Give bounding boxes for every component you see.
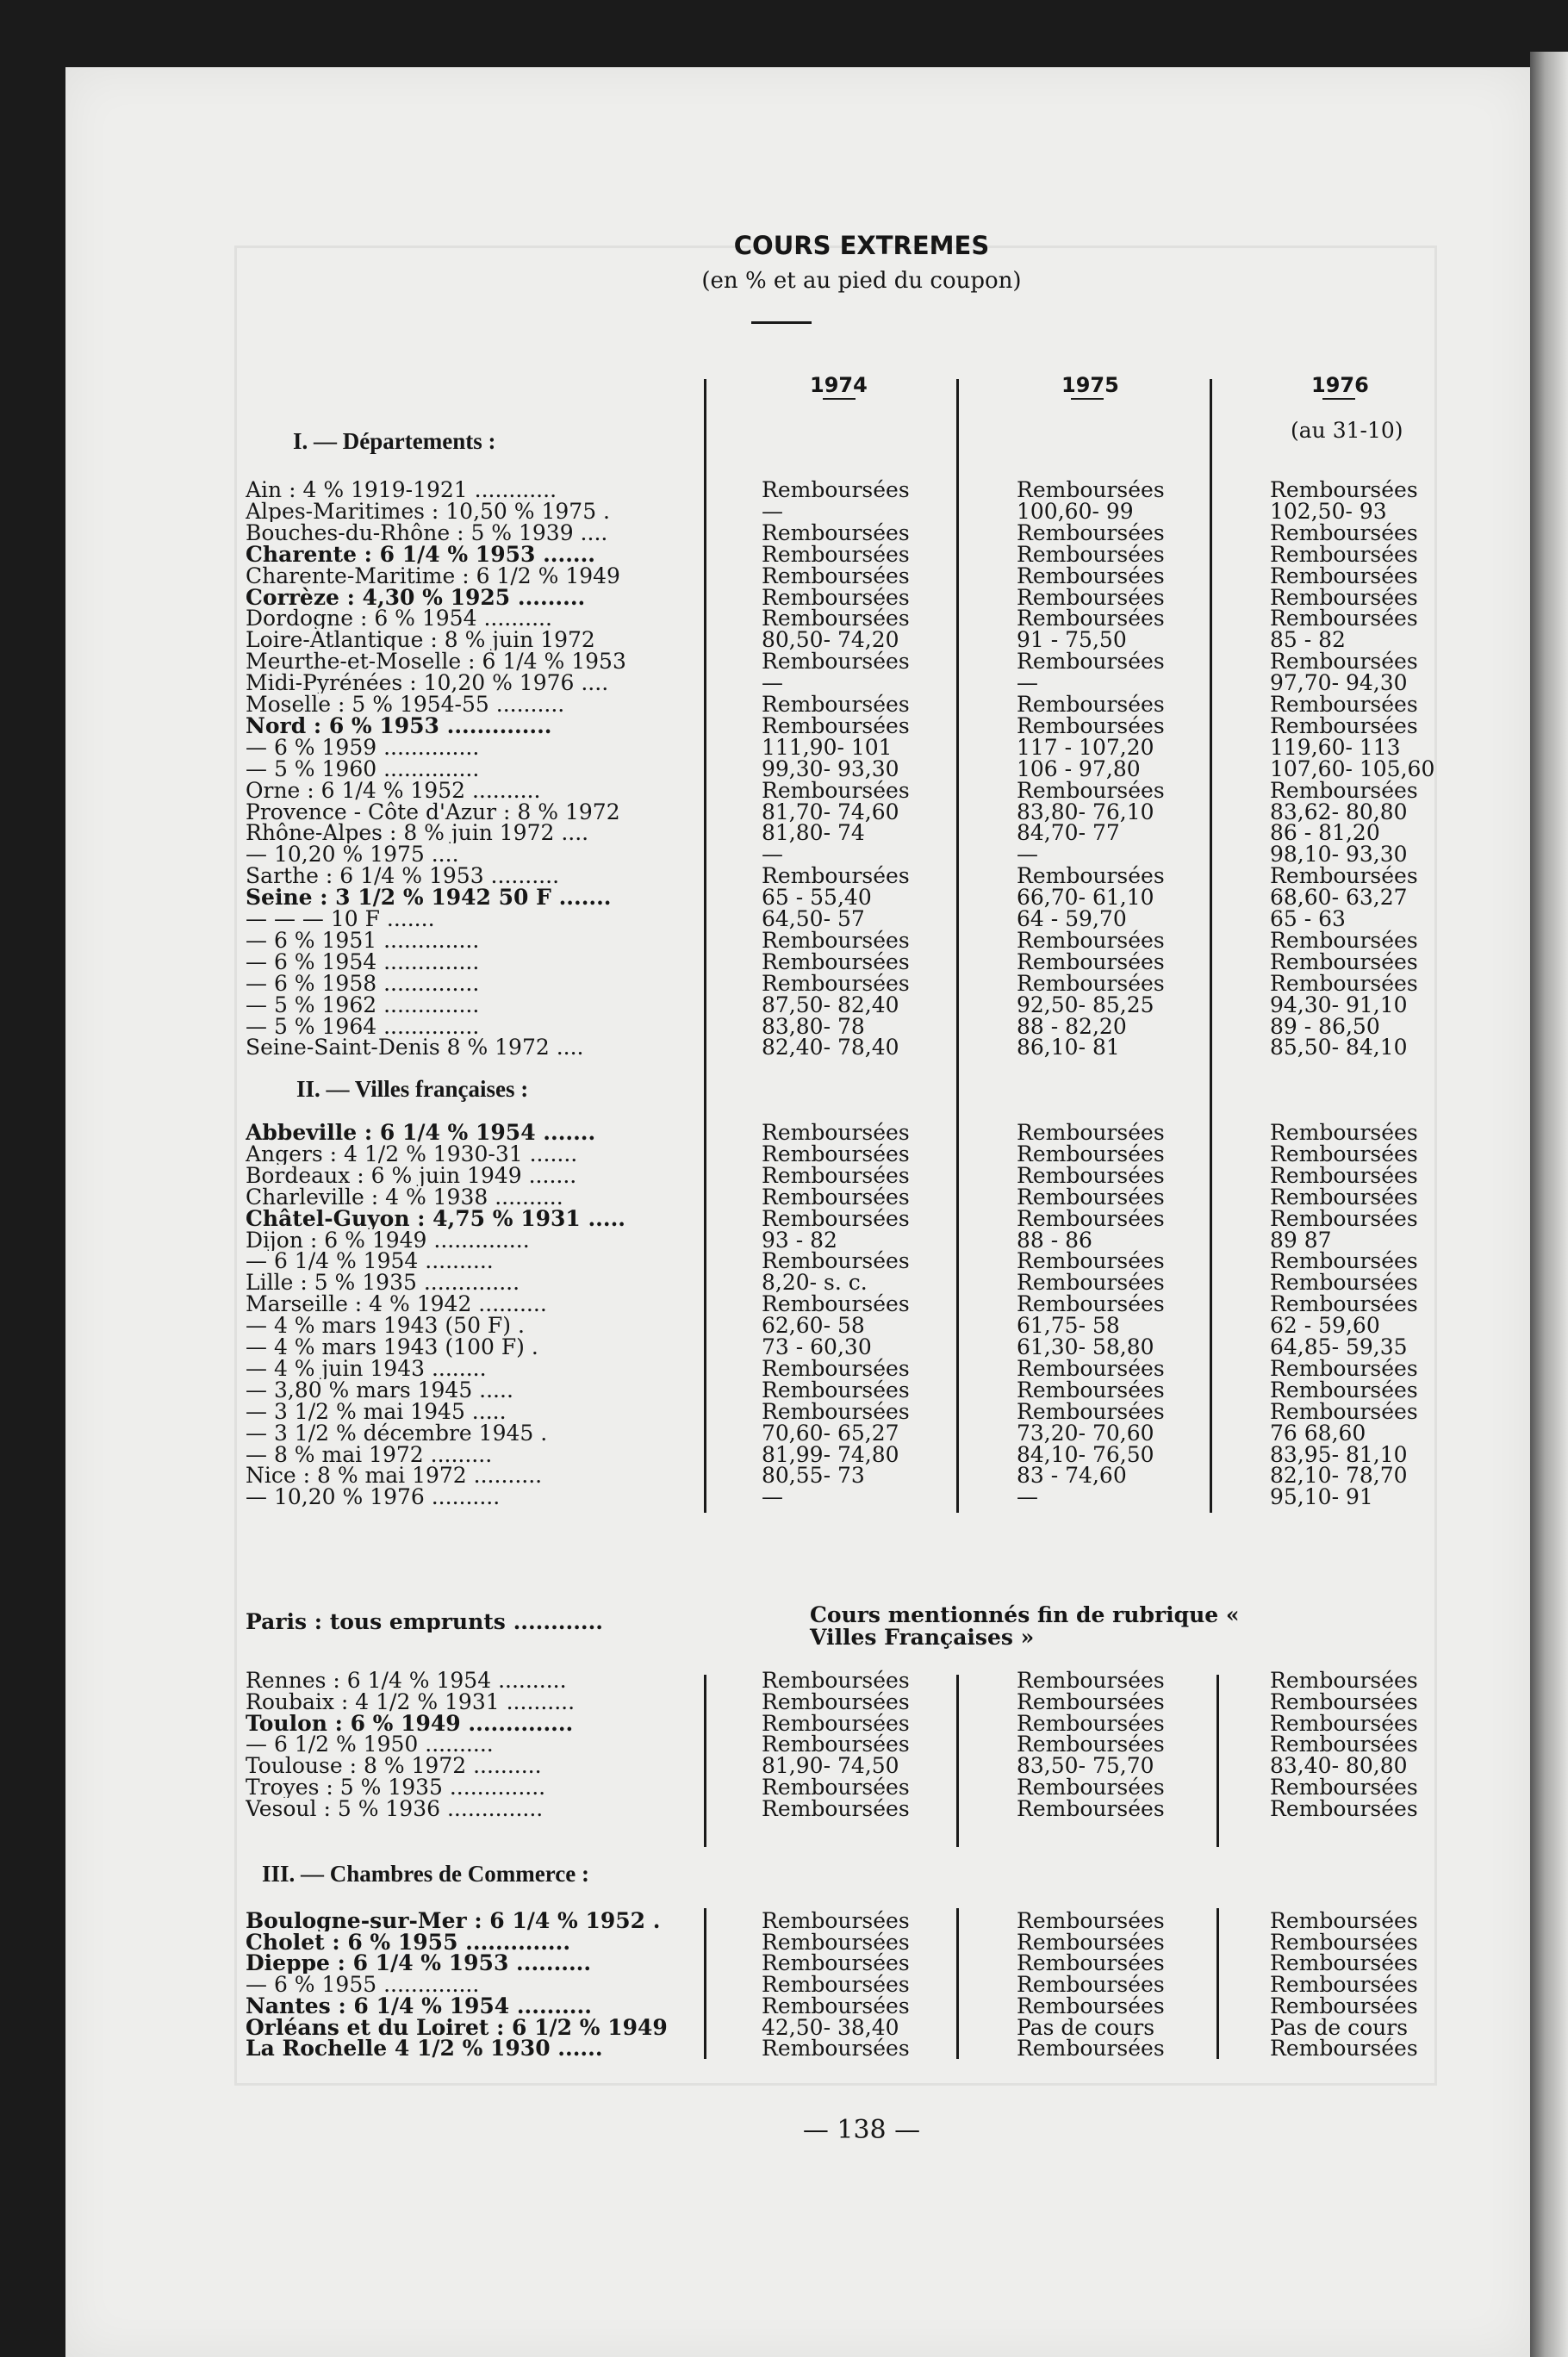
table-cell-1976: Remboursées <box>1270 1206 1418 1231</box>
table-cell-1974: Remboursées <box>762 1378 910 1402</box>
table-row-label: — 5 % 1960 .............. <box>246 758 480 780</box>
table-row-label: Roubaix : 4 1/2 % 1931 .......... <box>246 1691 576 1713</box>
table-row-label: Bordeaux : 6 % juin 1949 ....... <box>246 1165 577 1186</box>
table-cell-1975: Remboursées <box>1017 692 1165 717</box>
table-cell-1976: Remboursées <box>1270 649 1418 674</box>
table-cell-1975: 61,30- 58,80 <box>1017 1334 1154 1359</box>
table-cell-1976: Remboursées <box>1270 778 1418 803</box>
table-cell-1974: Remboursées <box>762 1950 910 1975</box>
table-cell-1976: 102,50- 93 <box>1270 499 1387 524</box>
table-cell-1974: Remboursées <box>762 1972 910 1997</box>
table-row-label: Orne : 6 1/4 % 1952 .......... <box>246 780 541 801</box>
table-cell-1976: Remboursées <box>1270 477 1418 502</box>
table-cell-1976: Remboursées <box>1270 1689 1418 1714</box>
table-row-label: Troyes : 5 % 1935 .............. <box>246 1776 546 1798</box>
table-cell-1974: 81,80- 74 <box>762 820 865 845</box>
table-row-label: Toulouse : 8 % 1972 .......... <box>246 1755 542 1776</box>
column-1976-note: (au 31-10) <box>1291 418 1403 443</box>
table-cell-1974: Remboursées <box>762 949 910 974</box>
table-cell-1974: Remboursées <box>762 563 910 588</box>
table-row-label: — 6 % 1955 .............. <box>246 1974 480 1995</box>
table-row-label: — 10,20 % 1976 .......... <box>246 1486 501 1508</box>
table-cell-1974: — <box>762 1484 783 1509</box>
table-cell-1975: Remboursées <box>1017 542 1165 567</box>
table-cell-1974: Remboursées <box>762 1732 910 1757</box>
table-cell-1975: Remboursées <box>1017 1972 1165 1997</box>
table-cell-1974: Remboursées <box>762 1993 910 2018</box>
table-cell-1975: — <box>1017 1484 1038 1509</box>
table-cell-1974: Remboursées <box>762 1796 910 1821</box>
table-row-label: Dijon : 6 % 1949 .............. <box>246 1229 530 1251</box>
table-cell-1974: Remboursées <box>762 2036 910 2061</box>
table-cell-1975: 88 - 86 <box>1017 1228 1092 1253</box>
table-cell-1974: Remboursées <box>762 692 910 717</box>
table-cell-1975: Remboursées <box>1017 863 1165 888</box>
table-row-label: Meurthe-et-Moselle : 6 1/4 % 1953 <box>246 650 626 672</box>
table-cell-1975: 83 - 74,60 <box>1017 1463 1127 1488</box>
table-cell-1974: 70,60- 65,27 <box>762 1421 899 1446</box>
table-cell-1976: Remboursées <box>1270 1908 1418 1933</box>
column-separator <box>704 379 706 1513</box>
table-row-label: — — — 10 F ....... <box>246 908 435 930</box>
table-cell-1976: Remboursées <box>1270 1270 1418 1295</box>
table-cell-1975: Remboursées <box>1017 649 1165 674</box>
table-cell-1975: Remboursées <box>1017 1141 1165 1166</box>
table-cell-1975: 83,80- 76,10 <box>1017 799 1154 824</box>
table-row-label: — 3,80 % mars 1945 ..... <box>246 1379 513 1401</box>
table-cell-1975: 88 - 82,20 <box>1017 1014 1127 1039</box>
table-cell-1974: Remboursées <box>762 1356 910 1381</box>
table-cell-1976: Remboursées <box>1270 1378 1418 1402</box>
table-cell-1974: 82,40- 78,40 <box>762 1035 899 1060</box>
table-row-label: Charente-Maritime : 6 1/2 % 1949 <box>246 565 620 587</box>
section-heading: II. — Villes françaises : <box>296 1076 529 1102</box>
table-row-label: Midi-Pyrénées : 10,20 % 1976 .... <box>246 672 609 693</box>
table-row-label: Paris : tous emprunts ............ <box>246 1611 604 1632</box>
year-underline <box>1322 398 1355 400</box>
table-cell-1976: Remboursées <box>1270 2036 1418 2061</box>
table-cell-1975: Remboursées <box>1017 971 1165 996</box>
table-cell-1974: Remboursées <box>762 1711 910 1736</box>
table-cell-1976: 85,50- 84,10 <box>1270 1035 1408 1060</box>
table-cell-1976: Remboursées <box>1270 1163 1418 1188</box>
table-cell-1976: Remboursées <box>1270 863 1418 888</box>
table-row-label: Rhône-Alpes : 8 % juin 1972 .... <box>246 822 589 843</box>
table-cell-1976: 83,95- 81,10 <box>1270 1442 1408 1467</box>
table-cell-1974: Remboursées <box>762 1908 910 1933</box>
table-cell-1974: 73 - 60,30 <box>762 1334 872 1359</box>
table-cell-1975: Remboursées <box>1017 1378 1165 1402</box>
table-row-label: Angers : 4 1/2 % 1930-31 ....... <box>246 1143 578 1165</box>
table-cell-1974: 81,99- 74,80 <box>762 1442 899 1467</box>
table-cell-1976: Remboursées <box>1270 1356 1418 1381</box>
subtitle-rule <box>751 321 812 324</box>
table-row-label: — 5 % 1962 .............. <box>246 994 480 1016</box>
table-cell-1974: Remboursées <box>762 649 910 674</box>
table-cell-1974: 65 - 55,40 <box>762 885 872 910</box>
table-cell-1975: 84,10- 76,50 <box>1017 1442 1154 1467</box>
table-cell-1976: Remboursées <box>1270 1993 1418 2018</box>
table-cell-1976: 86 - 81,20 <box>1270 820 1380 845</box>
table-cell-1974: 42,50- 38,40 <box>762 2015 899 2040</box>
table-row-label: Charleville : 4 % 1938 .......... <box>246 1186 563 1208</box>
table-cell-1976: Remboursées <box>1270 1775 1418 1800</box>
page-subtitle: (en % et au pied du coupon) <box>701 268 1022 294</box>
table-row-label: Moselle : 5 % 1954-55 .......... <box>246 693 565 715</box>
table-cell-1976: 95,10- 91 <box>1270 1484 1373 1509</box>
table-cell-1976: Remboursées <box>1270 713 1418 738</box>
table-cell-1976: 89 87 <box>1270 1228 1332 1253</box>
table-cell-1974: Remboursées <box>762 1248 910 1273</box>
table-cell-1974: Remboursées <box>762 477 910 502</box>
table-cell-1975: Remboursées <box>1017 1950 1165 1975</box>
table-cell-1975: 83,50- 75,70 <box>1017 1753 1154 1778</box>
table-cell-1975: Remboursées <box>1017 1993 1165 2018</box>
table-cell-1976: 65 - 63 <box>1270 906 1346 931</box>
table-row-label: Toulon : 6 % 1949 .............. <box>246 1713 574 1734</box>
table-row-label: La Rochelle 4 1/2 % 1930 ...... <box>246 2037 603 2059</box>
table-cell-1974: Remboursées <box>762 1775 910 1800</box>
table-cell-1975: Remboursées <box>1017 520 1165 545</box>
table-row-label: Abbeville : 6 1/4 % 1954 ....... <box>246 1122 596 1143</box>
column-separator <box>1210 379 1212 1513</box>
year-underline <box>823 398 856 400</box>
table-cell-1976: 94,30- 91,10 <box>1270 992 1408 1017</box>
table-cell-1976: 89 - 86,50 <box>1270 1014 1380 1039</box>
table-cell-1975: Pas de cours <box>1017 2015 1155 2040</box>
table-cell-1975: Remboursées <box>1017 1163 1165 1188</box>
table-cell-1976: Remboursées <box>1270 1972 1418 1997</box>
column-separator <box>704 1675 706 1847</box>
table-cell-1975: 100,60- 99 <box>1017 499 1134 524</box>
table-cell-1976: 62 - 59,60 <box>1270 1313 1380 1338</box>
table-cell-1974: Remboursées <box>762 1185 910 1210</box>
table-cell-1975: Remboursées <box>1017 563 1165 588</box>
table-cell-1974: Remboursées <box>762 928 910 953</box>
table-cell-1974: 80,50- 74,20 <box>762 627 899 652</box>
table-cell-1974: — <box>762 670 783 695</box>
table-cell-1974: 87,50- 82,40 <box>762 992 899 1017</box>
table-cell-1976: Remboursées <box>1270 949 1418 974</box>
table-cell-1974: Remboursées <box>762 1689 910 1714</box>
table-cell-1975: 61,75- 58 <box>1017 1313 1120 1338</box>
table-cell-1976: 68,60- 63,27 <box>1270 885 1408 910</box>
table-cell-1976: Pas de cours <box>1270 2015 1409 2040</box>
table-cell-1974: 99,30- 93,30 <box>762 756 899 781</box>
table-cell-1974: 80,55- 73 <box>762 1463 865 1488</box>
table-cell-1974: 83,80- 78 <box>762 1014 865 1039</box>
table-cell-1975: — <box>1017 842 1038 867</box>
table-cell-1974: 111,90- 101 <box>762 735 893 760</box>
table-row-label: Bouches-du-Rhône : 5 % 1939 .... <box>246 522 608 544</box>
table-row-label: Loire-Atlantique : 8 % juin 1972 <box>246 629 595 650</box>
table-cell-1974: Remboursées <box>762 1141 910 1166</box>
table-cell-1974: Remboursées <box>762 1668 910 1693</box>
table-row-label: — 3 1/2 % décembre 1945 . <box>246 1422 548 1444</box>
table-row-label: Châtel-Guyon : 4,75 % 1931 ..... <box>246 1208 625 1229</box>
table-row-label: Sarthe : 6 1/4 % 1953 .......... <box>246 865 560 886</box>
table-cell-1974: Remboursées <box>762 606 910 631</box>
table-cell-1974: — <box>762 842 783 867</box>
table-cell-1974: Remboursées <box>762 778 910 803</box>
table-row-label: Nord : 6 % 1953 .............. <box>246 715 552 737</box>
column-separator <box>1216 1675 1219 1847</box>
table-cell-1974: Remboursées <box>762 713 910 738</box>
table-cell-1975: Remboursées <box>1017 1930 1165 1955</box>
table-cell-1976: 76 68,60 <box>1270 1421 1366 1446</box>
table-cell-1975: Remboursées <box>1017 1206 1165 1231</box>
column-separator <box>1216 1908 1219 2059</box>
table-cell-1975: 92,50- 85,25 <box>1017 992 1154 1017</box>
table-row-label: — 6 % 1954 .............. <box>246 951 480 973</box>
table-cell-1975: 106 - 97,80 <box>1017 756 1141 781</box>
table-cell-1976: 83,40- 80,80 <box>1270 1753 1408 1778</box>
table-cell-1976: Remboursées <box>1270 1796 1418 1821</box>
table-cell-1975: Remboursées <box>1017 949 1165 974</box>
table-cell-1976: 82,10- 78,70 <box>1270 1463 1408 1488</box>
table-row-label: — 6 % 1951 .............. <box>246 930 480 951</box>
table-cell-1975: Remboursées <box>1017 477 1165 502</box>
table-row-label: — 5 % 1964 .............. <box>246 1016 480 1037</box>
table-cell-1976: 107,60- 105,60 <box>1270 756 1435 781</box>
table-row-label: Seine-Saint-Denis 8 % 1972 .... <box>246 1036 584 1058</box>
page-title: COURS EXTREMES <box>733 231 990 260</box>
table-cell-1975: Remboursées <box>1017 1689 1165 1714</box>
book-edge <box>1530 52 1568 2357</box>
table-cell-1975: Remboursées <box>1017 1796 1165 1821</box>
table-cell-1976: Remboursées <box>1270 928 1418 953</box>
table-cell-1976: Remboursées <box>1270 1185 1418 1210</box>
table-cell-1974: Remboursées <box>762 585 910 610</box>
table-cell-1975: Remboursées <box>1017 778 1165 803</box>
column-1976: 1976 <box>1311 373 1369 397</box>
table-cell-1975: Remboursées <box>1017 2036 1165 2061</box>
table-cell-1974: 93 - 82 <box>762 1228 837 1253</box>
table-cell-1976: Remboursées <box>1270 1930 1418 1955</box>
table-cell-1976: Remboursées <box>1270 1950 1418 1975</box>
table-cell-1975: Remboursées <box>1017 1248 1165 1273</box>
column-1975: 1975 <box>1061 373 1119 397</box>
table-row-label: Vesoul : 5 % 1936 .............. <box>246 1798 544 1819</box>
table-cell-1975: 64 - 59,70 <box>1017 906 1127 931</box>
table-cell-1975: Remboursées <box>1017 928 1165 953</box>
table-cell-1974: Remboursées <box>762 1399 910 1424</box>
table-cell-1976: Remboursées <box>1270 1248 1418 1273</box>
table-cell-1975: 66,70- 61,10 <box>1017 885 1154 910</box>
table-cell-1975: Remboursées <box>1017 1711 1165 1736</box>
table-row-label: — 3 1/2 % mai 1945 ..... <box>246 1401 507 1422</box>
table-cell-1976: Remboursées <box>1270 1291 1418 1316</box>
table-cell-1976: Remboursées <box>1270 1120 1418 1145</box>
table-row-label: Orléans et du Loiret : 6 1/2 % 1949 <box>246 2017 668 2038</box>
table-cell-1976: Remboursées <box>1270 520 1418 545</box>
table-cell-1974: Remboursées <box>762 1206 910 1231</box>
table-row-label: Marseille : 4 % 1942 .......... <box>246 1293 547 1315</box>
table-cell-1976: Remboursées <box>1270 542 1418 567</box>
table-cell-1975: 91 - 75,50 <box>1017 627 1127 652</box>
table-row-label: — 6 1/2 % 1950 .......... <box>246 1733 494 1755</box>
table-row-label: Dieppe : 6 1/4 % 1953 .......... <box>246 1952 592 1974</box>
table-cell-1975: — <box>1017 670 1038 695</box>
table-cell-1974: 81,70- 74,60 <box>762 799 899 824</box>
table-cell-1974: Remboursées <box>762 863 910 888</box>
column-separator <box>956 1908 959 2059</box>
table-cell-1975: Remboursées <box>1017 1908 1165 1933</box>
table-row-label: — 4 % juin 1943 ........ <box>246 1358 487 1379</box>
table-cell-1974: Remboursées <box>762 1291 910 1316</box>
table-cell-1974: — <box>762 499 783 524</box>
table-cell-1976: 119,60- 113 <box>1270 735 1401 760</box>
table-cell-1975: Remboursées <box>1017 1732 1165 1757</box>
table-row-label: Seine : 3 1/2 % 1942 50 F ....... <box>246 886 612 908</box>
table-row-label: — 10,20 % 1975 .... <box>246 843 459 865</box>
column-1974: 1974 <box>810 373 868 397</box>
year-underline <box>1071 398 1104 400</box>
table-cell-1976: 98,10- 93,30 <box>1270 842 1408 867</box>
paris-note: Cours mentionnés fin de rubrique « Villes Françaises » <box>810 1602 1240 1650</box>
table-cell-1974: Remboursées <box>762 520 910 545</box>
table-cell-1974: 81,90- 74,50 <box>762 1753 899 1778</box>
table-cell-1974: Remboursées <box>762 1120 910 1145</box>
table-row-label: Boulogne-sur-Mer : 6 1/4 % 1952 . <box>246 1910 661 1931</box>
table-cell-1975: 73,20- 70,60 <box>1017 1421 1154 1446</box>
table-cell-1976: Remboursées <box>1270 692 1418 717</box>
section-heading: I. — Départements : <box>293 428 496 454</box>
table-row-label: Corrèze : 4,30 % 1925 ......... <box>246 587 586 608</box>
table-row-label: — 6 % 1959 .............. <box>246 737 480 758</box>
table-cell-1974: Remboursées <box>762 1163 910 1188</box>
table-cell-1976: 85 - 82 <box>1270 627 1346 652</box>
table-cell-1975: Remboursées <box>1017 713 1165 738</box>
table-cell-1975: Remboursées <box>1017 1399 1165 1424</box>
table-cell-1976: Remboursées <box>1270 1711 1418 1736</box>
table-cell-1975: Remboursées <box>1017 1668 1165 1693</box>
table-cell-1974: Remboursées <box>762 971 910 996</box>
page-number: — 138 — <box>802 2115 921 2145</box>
table-row-label: Nantes : 6 1/4 % 1954 .......... <box>246 1995 592 2017</box>
table-cell-1974: 8,20- s. c. <box>762 1270 868 1295</box>
table-cell-1976: 83,62- 80,80 <box>1270 799 1408 824</box>
table-cell-1974: Remboursées <box>762 542 910 567</box>
table-row-label: Nice : 8 % mai 1972 .......... <box>246 1465 543 1486</box>
table-row-label: — 8 % mai 1972 ......... <box>246 1444 493 1465</box>
table-cell-1976: Remboursées <box>1270 1399 1418 1424</box>
column-separator <box>704 1908 706 2059</box>
table-row-label: — 6 % 1958 .............. <box>246 973 480 994</box>
table-cell-1975: Remboursées <box>1017 1270 1165 1295</box>
table-row-label: — 4 % mars 1943 (100 F) . <box>246 1336 538 1358</box>
table-row-label: Cholet : 6 % 1955 .............. <box>246 1931 571 1953</box>
column-separator <box>956 379 959 1513</box>
table-cell-1975: Remboursées <box>1017 1120 1165 1145</box>
table-cell-1975: Remboursées <box>1017 1291 1165 1316</box>
table-row-label: Dordogne : 6 % 1954 .......... <box>246 607 552 629</box>
table-cell-1975: Remboursées <box>1017 606 1165 631</box>
table-row-label: — 6 1/4 % 1954 .......... <box>246 1250 494 1272</box>
table-row-label: Alpes-Maritimes : 10,50 % 1975 . <box>246 501 610 522</box>
table-cell-1974: 64,50- 57 <box>762 906 865 931</box>
table-cell-1976: Remboursées <box>1270 1732 1418 1757</box>
table-cell-1975: Remboursées <box>1017 1356 1165 1381</box>
table-cell-1976: Remboursées <box>1270 1668 1418 1693</box>
table-cell-1976: Remboursées <box>1270 1141 1418 1166</box>
table-row-label: — 4 % mars 1943 (50 F) . <box>246 1315 525 1336</box>
section-heading: III. — Chambres de Commerce : <box>262 1861 589 1887</box>
table-row-label: Lille : 5 % 1935 .............. <box>246 1272 520 1293</box>
table-cell-1975: 84,70- 77 <box>1017 820 1120 845</box>
table-cell-1974: 62,60- 58 <box>762 1313 865 1338</box>
table-cell-1976: 97,70- 94,30 <box>1270 670 1408 695</box>
table-cell-1976: Remboursées <box>1270 606 1418 631</box>
table-cell-1975: Remboursées <box>1017 585 1165 610</box>
table-cell-1975: Remboursées <box>1017 1185 1165 1210</box>
table-cell-1976: Remboursées <box>1270 563 1418 588</box>
table-cell-1975: Remboursées <box>1017 1775 1165 1800</box>
table-cell-1975: 117 - 107,20 <box>1017 735 1154 760</box>
table-cell-1976: 64,85- 59,35 <box>1270 1334 1408 1359</box>
table-row-label: Ain : 4 % 1919-1921 ............ <box>246 479 557 501</box>
table-cell-1974: Remboursées <box>762 1930 910 1955</box>
table-cell-1975: 86,10- 81 <box>1017 1035 1120 1060</box>
table-row-label: Charente : 6 1/4 % 1953 ....... <box>246 544 596 565</box>
table-row-label: Rennes : 6 1/4 % 1954 .......... <box>246 1670 567 1691</box>
table-cell-1976: Remboursées <box>1270 585 1418 610</box>
table-cell-1976: Remboursées <box>1270 971 1418 996</box>
table-row-label: Provence - Côte d'Azur : 8 % 1972 <box>246 801 620 823</box>
column-separator <box>956 1675 959 1847</box>
